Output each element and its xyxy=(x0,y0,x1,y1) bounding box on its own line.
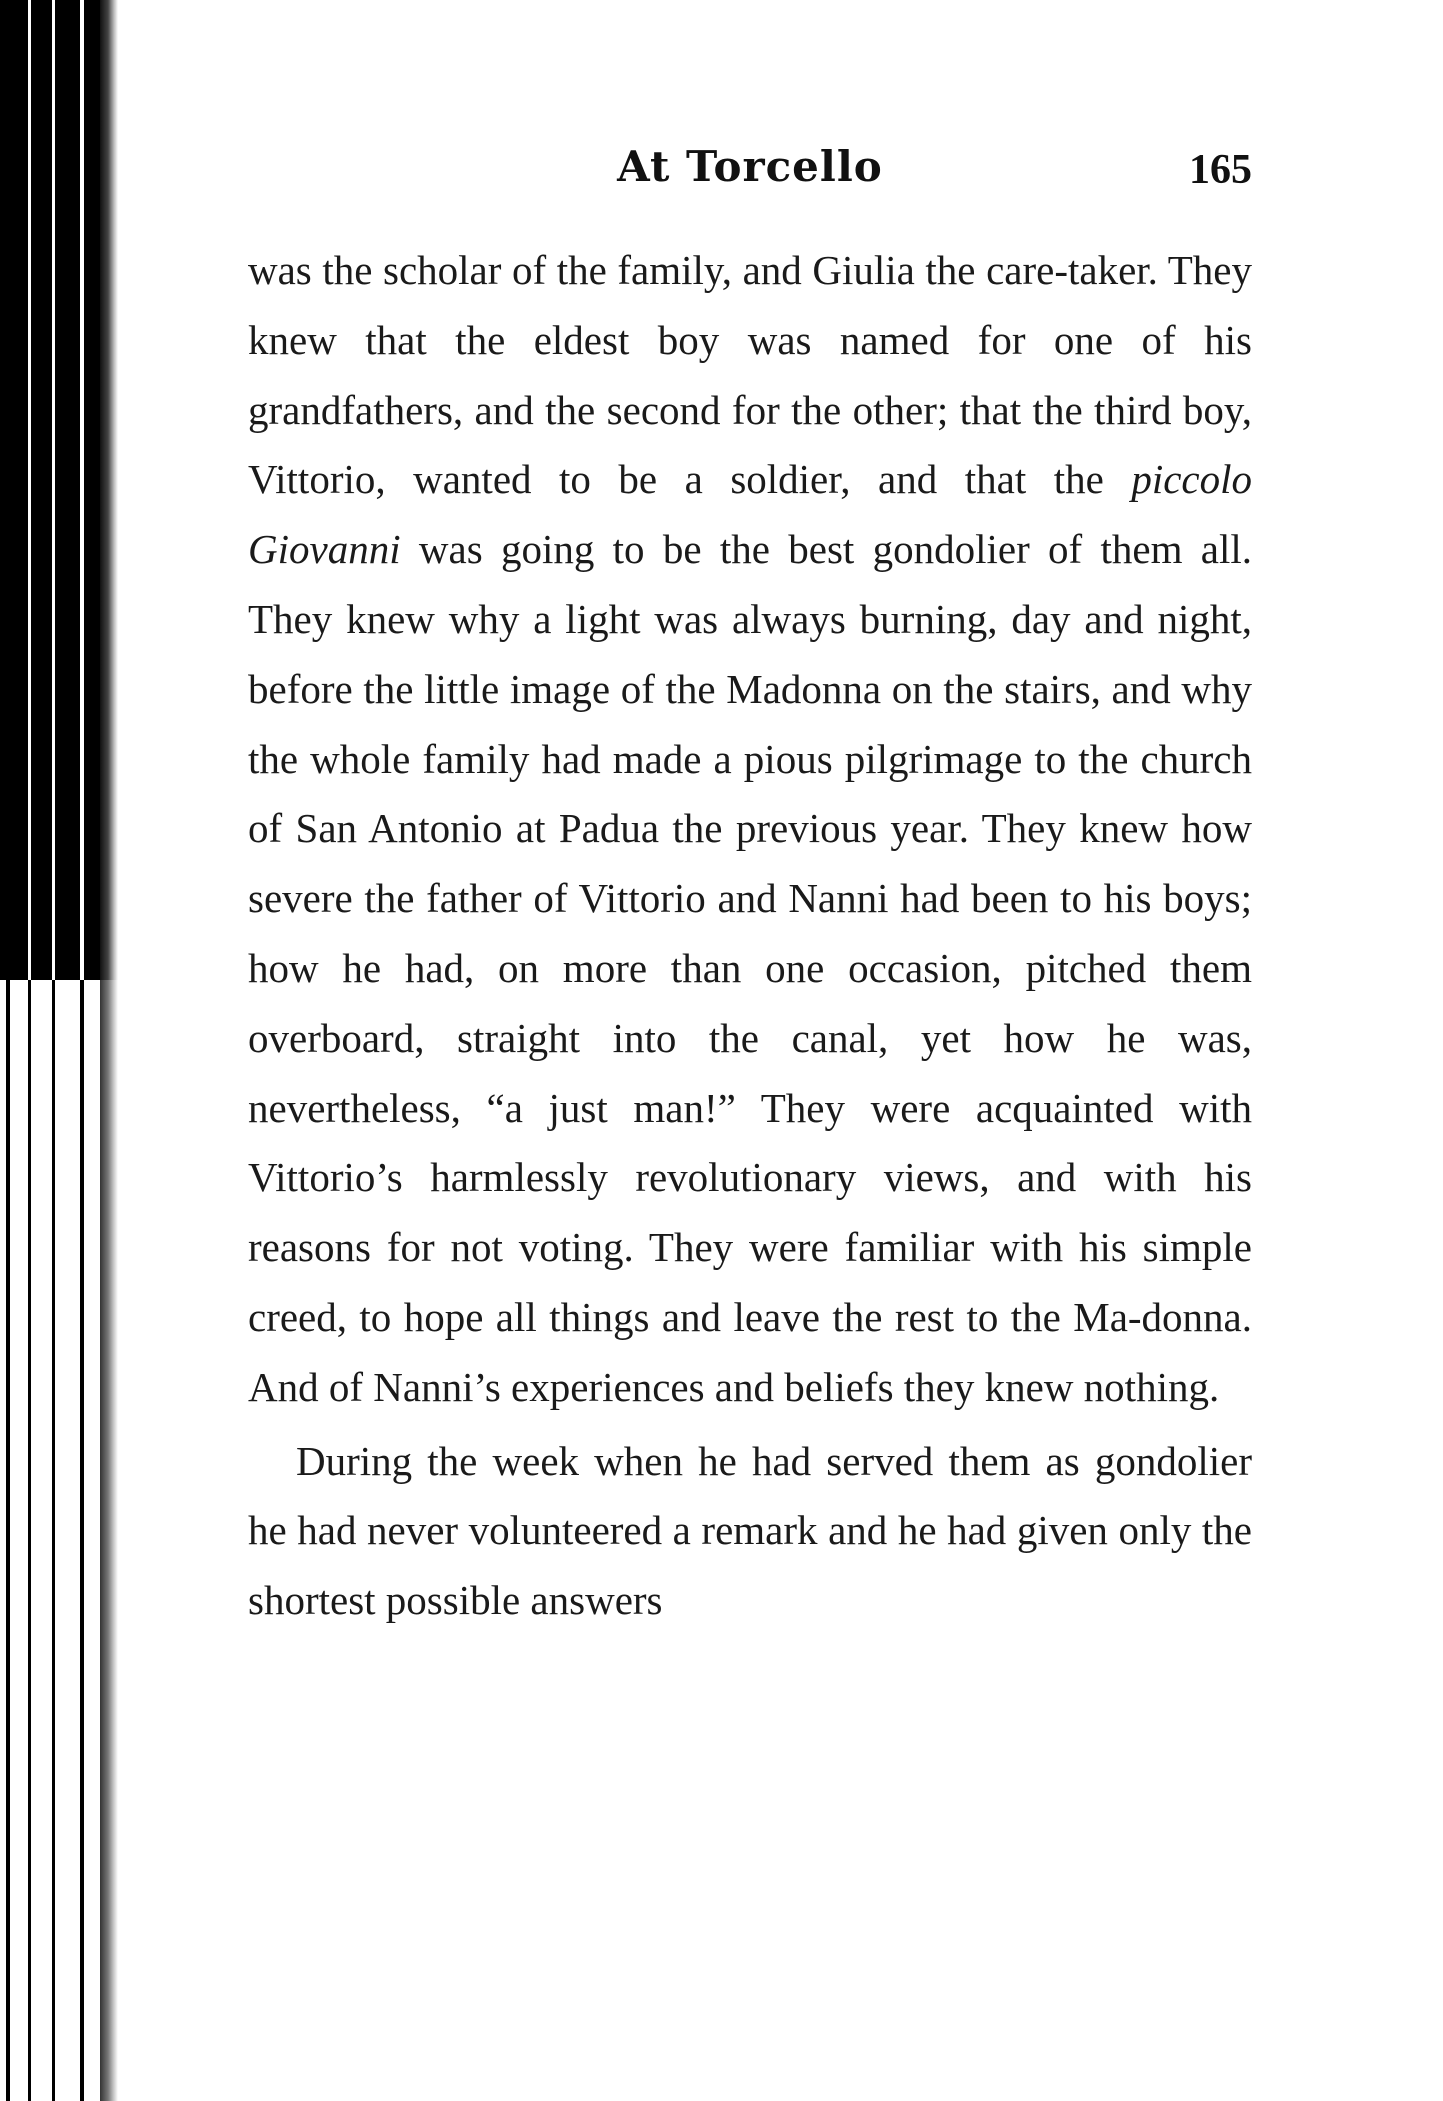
paragraph-2 xyxy=(248,1427,1252,1636)
paragraph-1-text-a: was the scholar of the family, and Giulia the care-taker. They knew that the eldest boy was named for one of his grandfathers, and the second for the other; that the third boy, Vittorio, wanted to be a soldier, and that the xyxy=(248,247,1252,503)
page-header xyxy=(248,142,1252,202)
running-title: At Torcello xyxy=(617,142,883,191)
paragraph-1 xyxy=(248,236,1252,1423)
body-text xyxy=(248,236,1252,1636)
page-number: 165 xyxy=(1189,147,1252,193)
paragraph-1-text-b: was going to be the best gondolier of them all. They knew why a light was always burning, day and night, before the little image of the Madonna on the stairs, and why the whole family had made a pious pilgrimage to the church of San Antonio at Padua the previous year. They knew how severe the father of Vittorio and Nanni had been to his boys; how he had, on more than one occasion, pitched them overboard, straight into the canal, yet how he was, nevertheless, “a just man!” They were acquainted with Vittorio’s harmlessly revolutionary views, and with his reasons for not voting. They were familiar with his simple creed, to hope all things and leave the rest to the Ma-donna. And of Nanni’s experiences and beliefs they knew nothing. xyxy=(248,526,1252,1410)
scanned-binding-edge xyxy=(0,0,118,2101)
scanned-binding-edge-lower xyxy=(0,980,118,2101)
paragraph-1-italic-phrase: piccolo Giovanni xyxy=(248,456,1252,573)
paragraph-2-text: During the week when he had served them as gondolier he had never volunteered a remark and he had given only the shortest possible answers xyxy=(248,1437,1252,1624)
